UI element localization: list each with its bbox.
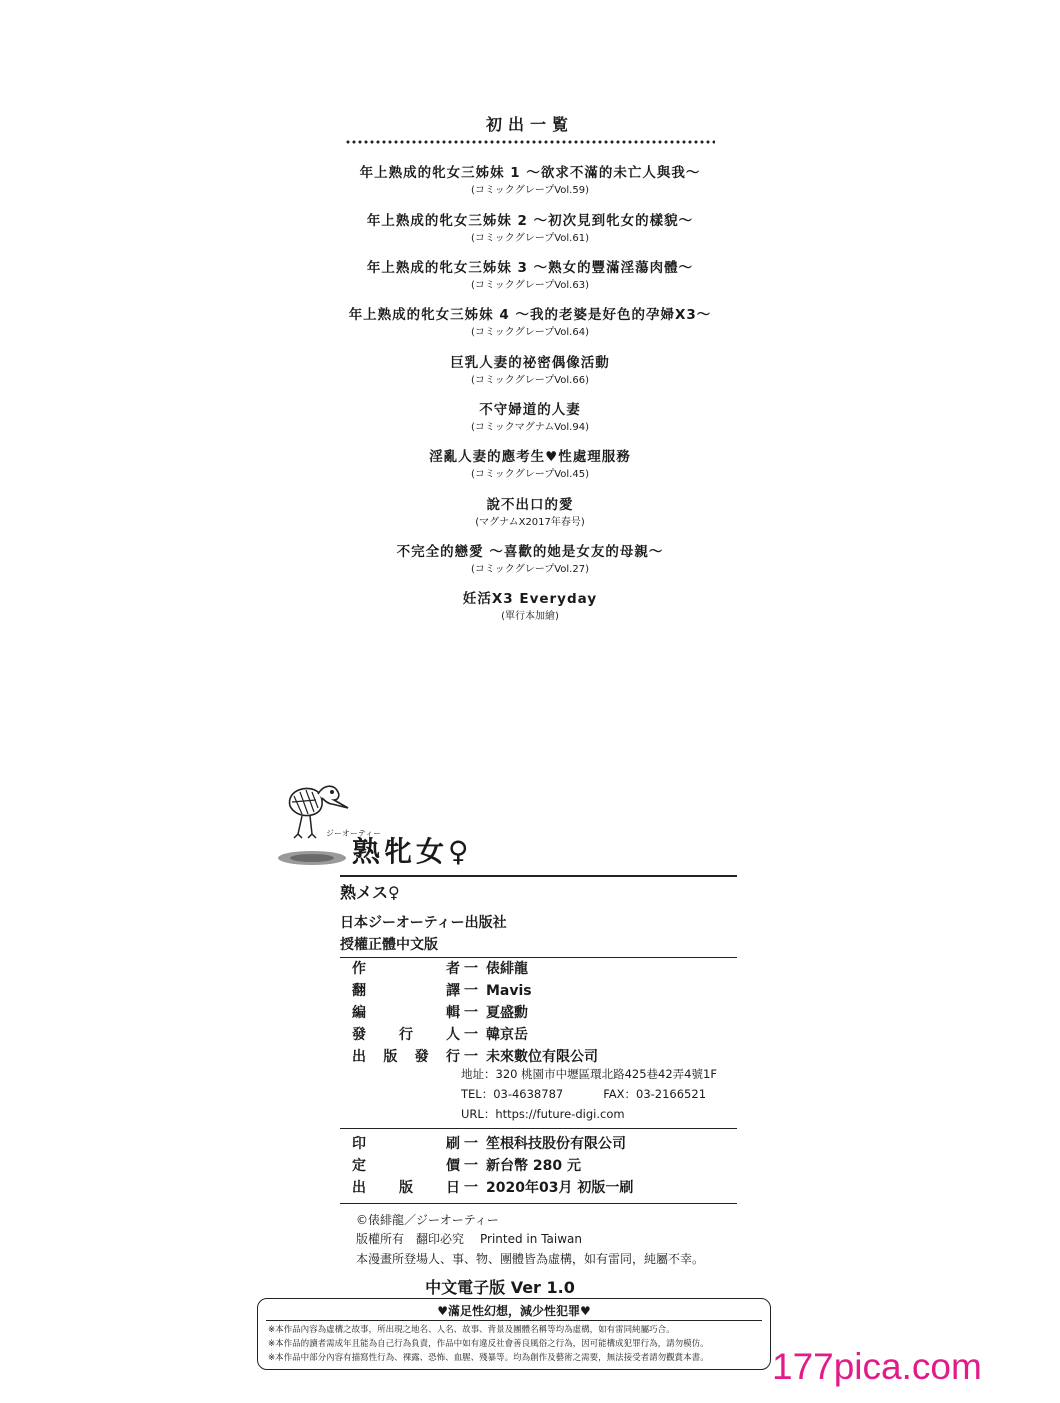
divider	[340, 875, 737, 877]
divider	[266, 1320, 762, 1321]
list-item	[330, 448, 730, 482]
entry-source: (コミックマグナムVol.94)	[471, 422, 589, 433]
credit-value: Mavis	[486, 983, 532, 999]
publisher-name: 日本ジーオーティー出版社	[340, 915, 507, 931]
print-dash: 一	[464, 1136, 478, 1152]
address: 地址：320 桃園市中壢區環北路425巷42弄4號1F	[461, 1067, 717, 1081]
credit-label: 發行人	[352, 1027, 460, 1043]
print-dash: 一	[464, 1180, 478, 1196]
list-title: 初出一覧	[485, 115, 574, 134]
printed-in: Printed in Taiwan	[480, 1232, 582, 1246]
entry-title: 不完全的戀愛 ～喜歡的她是女友的母親～	[396, 544, 664, 560]
rights-line	[356, 1230, 582, 1248]
list-item	[330, 401, 730, 435]
book-subtitle: 熟メス♀	[340, 883, 400, 902]
credit-label: 作者	[352, 961, 460, 977]
credit-row	[352, 1025, 528, 1045]
list-item	[330, 543, 730, 577]
tel: TEL：03-4638787	[461, 1087, 564, 1101]
fax: FAX：03-2166521	[603, 1087, 707, 1101]
print-label: 印刷	[352, 1136, 460, 1152]
entry-source: (單行本加繪)	[501, 611, 559, 622]
notice-line: ※本作品的讀者需成年且能為自己行為負責，作品中如有違反社會善良風俗之行為，因可能構成犯罪行為，請勿模仿。	[268, 1339, 709, 1349]
list-item	[330, 354, 730, 388]
disclaimer: 本漫畫所登場人、事、物、團體皆為虛構，如有雷同，純屬不幸。	[356, 1252, 705, 1266]
credit-row	[352, 981, 532, 1001]
credit-value: 夏盛勳	[486, 1005, 528, 1021]
list-item	[330, 496, 730, 530]
url: URL：https://future-digi.com	[461, 1107, 625, 1121]
entry-source: (コミックグレープVol.45)	[471, 469, 589, 480]
entry-source: (コミックグレープVol.59)	[471, 185, 589, 196]
entry-title: 巨乳人妻的祕密偶像活動	[450, 355, 610, 371]
credit-value: 俵緋龍	[486, 961, 528, 977]
dotted-divider	[345, 139, 715, 145]
divider	[340, 957, 737, 958]
print-label: 定價	[352, 1158, 460, 1174]
print-value: 2020年03月 初版一刷	[486, 1180, 634, 1196]
notice-line: ※本作品中部分內容有描寫性行為、裸露、恐怖、血腥、殘暴等。均為創作及藝術之需要，無法接受者請勿觀賞本書。	[268, 1353, 709, 1363]
license-note: 授權正體中文版	[340, 937, 438, 953]
list-item	[330, 306, 730, 340]
list-item	[330, 164, 730, 198]
publisher-block	[340, 912, 507, 956]
entry-source: (コミックグレープVol.64)	[471, 327, 589, 338]
entry-title: 淫亂人妻的應考生♥性處理服務	[429, 449, 631, 465]
entry-source: (マグナムX2017年春号)	[475, 517, 585, 528]
divider	[340, 1203, 737, 1204]
book-title: 熟牝女♀	[352, 835, 473, 868]
credit-label: 翻譯	[352, 983, 460, 999]
entry-source: (コミックグレープVol.61)	[471, 233, 589, 244]
copyright: ©俵緋龍／ジーオーティー	[356, 1213, 499, 1227]
entry-source: (コミックグレープVol.63)	[471, 280, 589, 291]
entry-title: 妊活X3 Everyday	[462, 591, 598, 607]
list-item	[330, 259, 730, 293]
watermark-link[interactable]: 177pica.com	[772, 1346, 982, 1387]
list-item	[330, 590, 730, 624]
credit-label: 編輯	[352, 1005, 460, 1021]
credit-row	[352, 1047, 598, 1067]
print-dash: 一	[464, 1158, 478, 1174]
list-item	[330, 212, 730, 246]
divider	[340, 1128, 737, 1129]
credit-value: 韓京岳	[486, 1027, 528, 1043]
print-value: 笙根科技股份有限公司	[486, 1136, 626, 1152]
entry-title: 不守婦道的人妻	[479, 402, 581, 418]
credit-dash: 一	[464, 1005, 478, 1021]
credit-value: 未來數位有限公司	[486, 1049, 598, 1065]
credit-row	[352, 959, 528, 979]
credit-row	[352, 1003, 528, 1023]
print-label: 出版日	[352, 1180, 460, 1196]
credit-dash: 一	[464, 1027, 478, 1043]
print-row	[352, 1156, 581, 1176]
phone-fax	[461, 1085, 706, 1103]
credit-dash: 一	[464, 1049, 478, 1065]
entry-title: 說不出口的愛	[486, 497, 574, 513]
entry-source: (コミックグレープVol.66)	[471, 375, 589, 386]
credit-dash: 一	[464, 961, 478, 977]
print-row	[352, 1134, 626, 1154]
edition-label: 中文電子版 Ver 1.0	[425, 1278, 575, 1297]
rights: 版權所有 翻印必究	[356, 1232, 465, 1246]
credit-dash: 一	[464, 983, 478, 999]
entry-source: (コミックグレープVol.27)	[471, 564, 589, 575]
print-row	[352, 1178, 633, 1198]
entry-title: 年上熟成的牝女三姊妹 2 ～初次見到牝女的樣貌～	[366, 213, 694, 229]
print-value: 新台幣 280 元	[486, 1158, 581, 1174]
notice-title: ♥滿足性幻想，減少性犯罪♥	[437, 1304, 591, 1318]
entry-title: 年上熟成的牝女三姊妹 4 ～我的老婆是好色的孕婦X3～	[348, 307, 712, 323]
entry-title: 年上熟成的牝女三姊妹 1 ～欲求不滿的未亡人與我～	[359, 165, 701, 181]
notice-line: ※本作品內容為虛構之故事，所出現之地名、人名、故事、背景及團體名稱等均為虛構，如有雷同純屬巧合。	[268, 1325, 675, 1335]
entry-title: 年上熟成的牝女三姊妹 3 ～熟女的豐滿淫蕩肉體～	[366, 260, 694, 276]
credit-label: 出版發行	[352, 1049, 460, 1065]
notice-box	[257, 1298, 771, 1370]
logo-text: ジーオーティー	[326, 829, 382, 838]
